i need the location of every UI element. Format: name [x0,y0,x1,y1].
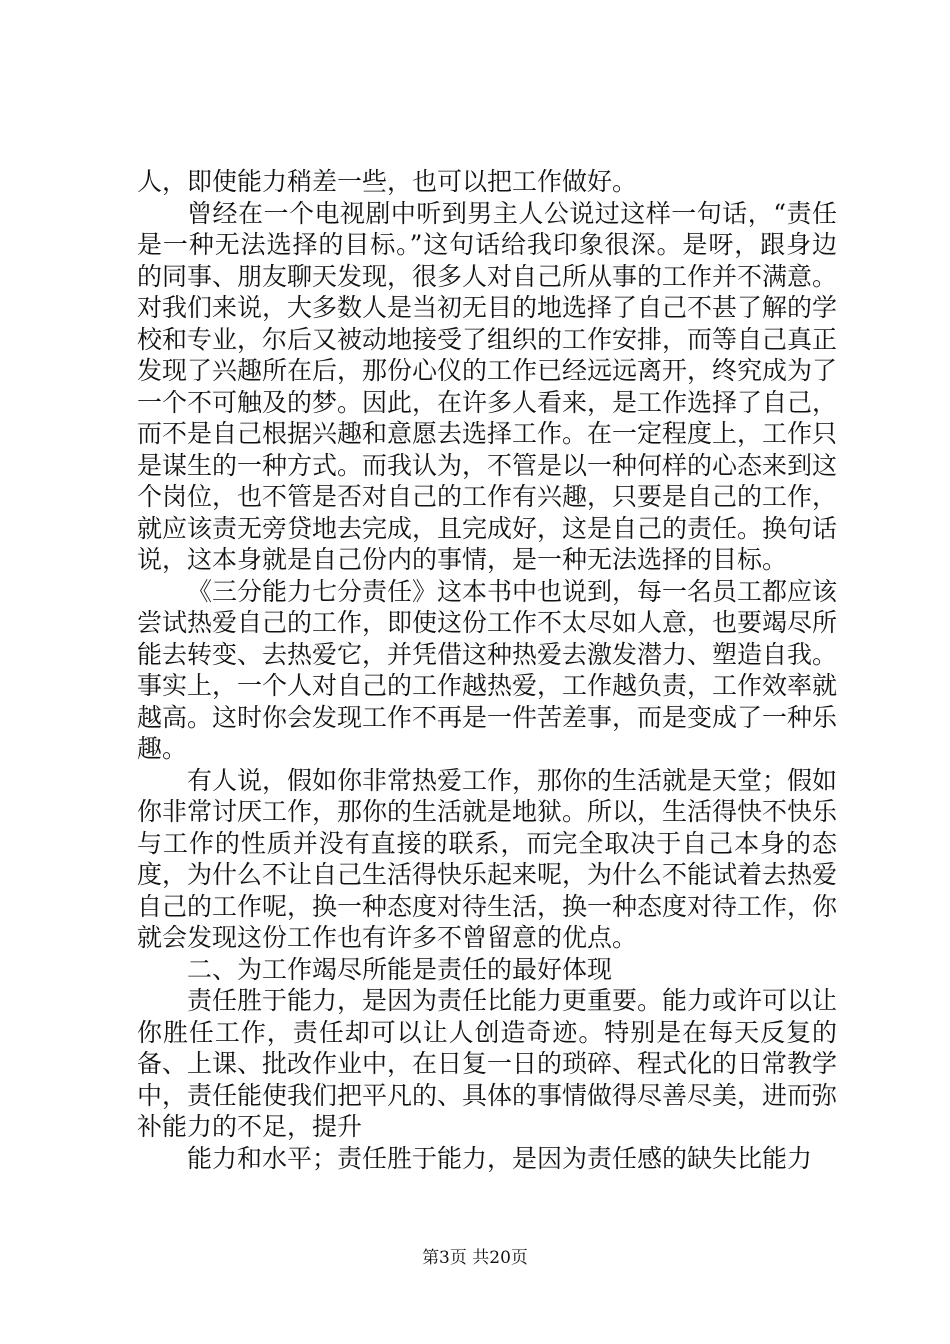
paragraph-4: 有人说，假如你非常热爱工作，那你的生活就是天堂；假如你非常讨厌工作，那你的生活就是地狱。所以，生活得快不快乐与工作的性质并没有直接的联系，而完全取决于自己本身的态度，为什么不让自己生活得快乐起来呢，为什么不能试着去热爱自己的工作呢，换一种态度对待生活，换一种态度对待工作，你就会发现这份工作也有许多不曾留意的优点。 [137,765,838,952]
paragraph-5: 责任胜于能力，是因为责任比能力更重要。能力或许可以让你胜任工作，责任却可以让人创造奇迹。特别是在每天反复的备、上课、批改作业中，在日复一日的琐碎、程式化的日常教学中，责任能使我们把平凡的、具体的事情做得尽善尽美，进而弥补能力的不足，提升 [137,986,838,1141]
paragraph-2: 曾经在一个电视剧中听到男主人公说过这样一句话，“责任是一种无法选择的目标。”这句话给我印象很深。是呀，跟身边的同事、朋友聊天发现，很多人对自己所从事的工作并不满意。对我们来说，大多数人是当初无目的地选择了自己不甚了解的学校和专业，尔后又被动地接受了组织的工作安排，而等自己真正发现了兴趣所在后，那份心仪的工作已经远远离开，终究成为了一个不可触及的梦。因此，在许多人看来，是工作选择了自己，而不是自己根据兴趣和意愿去选择工作。在一定程度上，工作只是谋生的一种方式。而我认为，不管是以一种何样的心态来到这个岗位，也不管是否对自己的工作有兴趣，只要是自己的工作，就应该责无旁贷地去完成，且完成好，这是自己的责任。换句话说，这本身就是自己份内的事情，是一种无法选择的目标。 [137,198,838,574]
section-heading: 二、为工作竭尽所能是责任的最好体现 [187,954,613,984]
paragraph-3: 《三分能力七分责任》这本书中也说到，每一名员工都应该尝试热爱自己的工作，即使这份工作不太尽如人意，也要竭尽所能去转变、去热爱它，并凭借这种热爱去激发潜力、塑造自我。事实上，一个人对自己的工作越热爱，工作越负责，工作效率就越高。这时你会发现工作不再是一件苦差事，而是变成了一种乐趣。 [137,576,838,763]
paragraph-6: 能力和水平；责任胜于能力，是因为责任感的缺失比能力 [187,1143,813,1173]
document-body [137,166,837,1174]
page-number-footer: 第3页 共20页 [422,1248,528,1268]
paragraph-1: 人，即使能力稍差一些，也可以把工作做好。 [137,167,638,196]
